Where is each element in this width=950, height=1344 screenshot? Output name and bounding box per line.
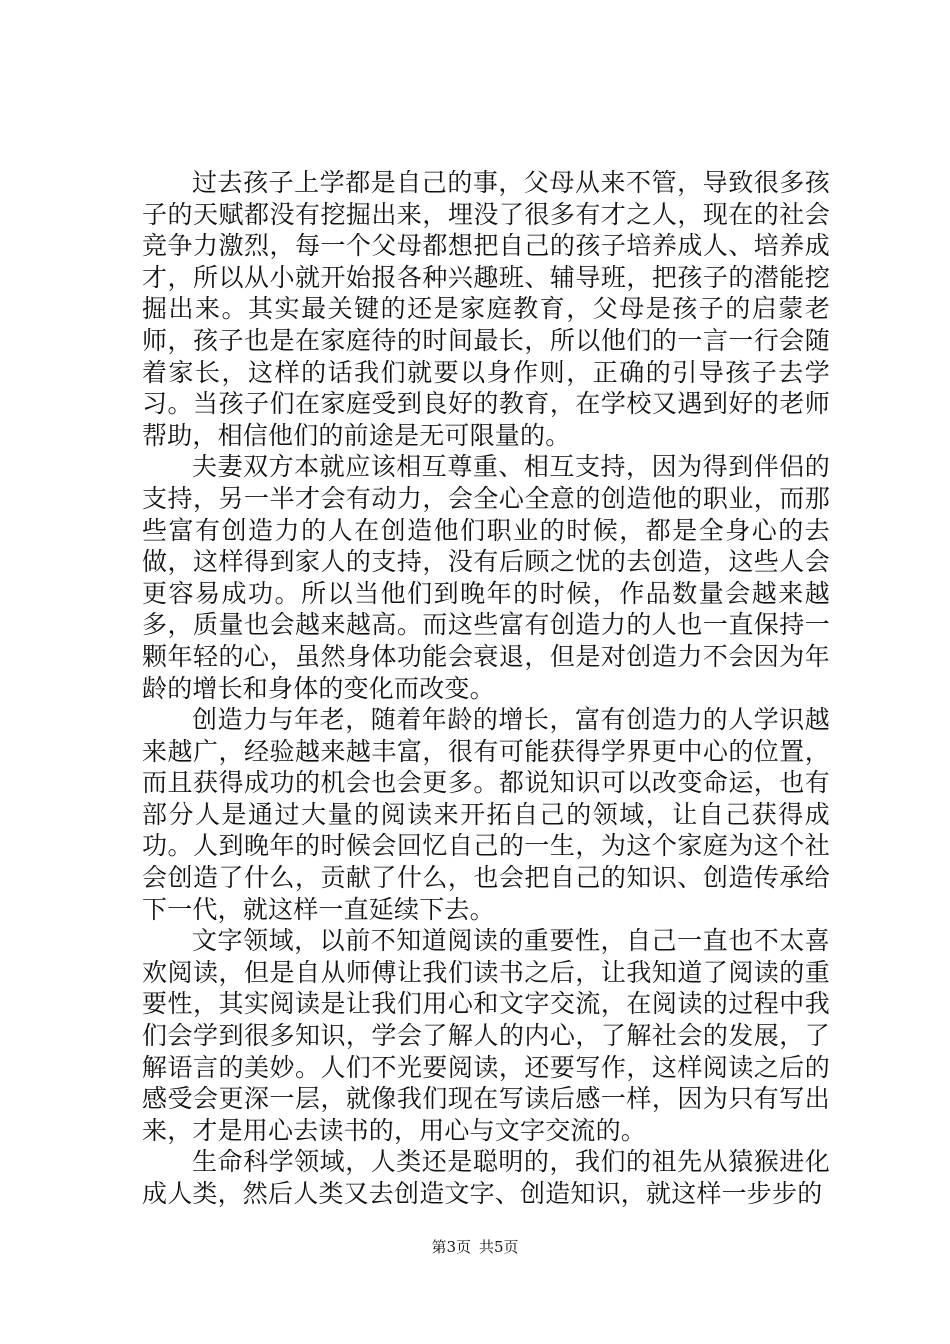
page-footer — [0, 1237, 950, 1257]
paragraph: 文字领域，以前不知道阅读的重要性，自己一直也不太喜欢阅读，但是自从师傅让我们读书之后，让我知道了阅读的重要性，其实阅读是让我们用心和文字交流，在阅读的过程中我们会学到很多知识，学会了解人的内心，了解社会的发展，了解语言的美妙。人们不光要阅读，还要写作，这样阅读之后的感受会更深一层，就像我们现在写读后感一样，因为只有写出来，才是用心去读书的，用心与文字交流的。 — [142, 926, 830, 1145]
body-text — [142, 167, 830, 1210]
page-number-total: 共5页 — [479, 1238, 519, 1256]
paragraph: 生命科学领域，人类还是聪明的，我们的祖先从猿猴进化成人类，然后人类又去创造文字、创造知识，就这样一步步的 — [142, 1147, 830, 1208]
paragraph: 创造力与年老，随着年龄的增长，富有创造力的人学识越来越广，经验越来越丰富，很有可能获得学界更中心的位置，而且获得成功的机会也会更多。都说知识可以改变命运，也有部分人是通过大量的阅读来开拓自己的领域，让自己获得成功。人到晚年的时候会回忆自己的一生，为这个家庭为这个社会创造了什么，贡献了什么，也会把自己的知识、创造传承给下一代，就这样一直延续下去。 — [142, 705, 830, 924]
paragraph: 过去孩子上学都是自己的事，父母从来不管，导致很多孩子的天赋都没有挖掘出来，埋没了很多有才之人，现在的社会竞争力激烈，每一个父母都想把自己的孩子培养成人、培养成才，所以从小就开始报各种兴趣班、辅导班，把孩子的潜能挖掘出来。其实最关键的还是家庭教育，父母是孩子的启蒙老师，孩子也是在家庭待的时间最长，所以他们的一言一行会随着家长，这样的话我们就要以身作则，正确的引导孩子去学习。当孩子们在家庭受到良好的教育，在学校又遇到好的老师帮助，相信他们的前途是无可限量的。 — [142, 168, 830, 450]
paragraph: 夫妻双方本就应该相互尊重、相互支持，因为得到伴侣的支持，另一半才会有动力，会全心全意的创造他的职业，而那些富有创造力的人在创造他们职业的时候，都是全身心的去做，这样得到家人的支持，没有后顾之忧的去创造，这些人会更容易成功。所以当他们到晚年的时候，作品数量会越来越多，质量也会越来越高。而这些富有创造力的人也一直保持一颗年轻的心，虽然身体功能会衰退，但是对创造力不会因为年龄的增长和身体的变化而改变。 — [142, 452, 830, 703]
page-number-current: 第3页 — [431, 1238, 471, 1256]
